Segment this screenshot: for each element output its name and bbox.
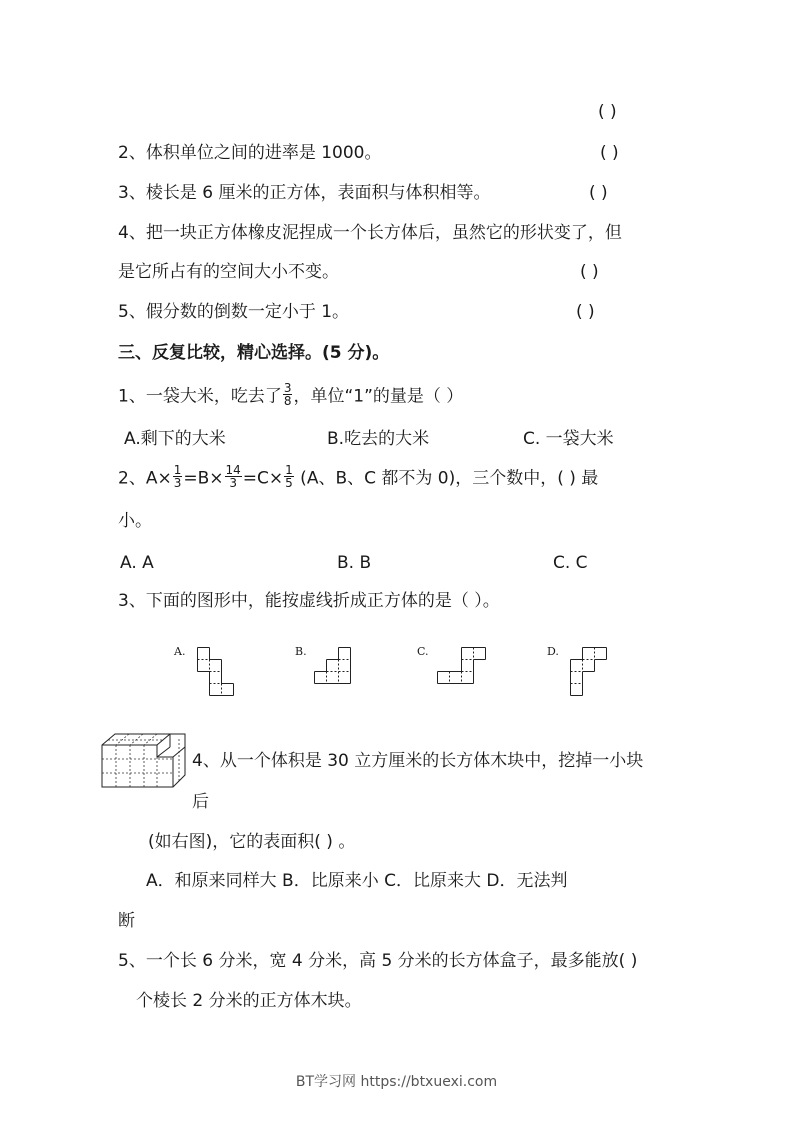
denominator: 3	[173, 476, 182, 490]
q2-text: =C×	[242, 468, 284, 489]
fraction	[284, 464, 294, 489]
question-4-line2: (如右图)，它的表面积( ) 。	[148, 832, 356, 852]
option-a[interactable]: A. A	[120, 553, 154, 573]
option-c[interactable]: C. C	[553, 553, 588, 573]
judgement-item-2: 2、体积单位之间的进率是 1000。	[118, 143, 382, 163]
net-a-label: A.	[174, 645, 186, 658]
cuboid-block-figure-icon	[101, 733, 187, 789]
numerator: 1	[173, 463, 182, 477]
denominator: 5	[285, 476, 293, 490]
judgement-item-5: 5、假分数的倒数一定小于 1。	[118, 302, 350, 322]
question-1	[118, 381, 464, 409]
denominator: 3	[229, 476, 237, 490]
judgement-item-4-line2: 是它所占有的空间大小不变。	[118, 262, 339, 282]
judgement-item-3: 3、棱长是 6 厘米的正方体，表面积与体积相等。	[118, 183, 491, 203]
footer-watermark: BT学习网 https://btxuexi.com	[295, 1074, 498, 1090]
numerator: 1	[285, 463, 293, 477]
question-2	[118, 463, 599, 491]
question-2-line2: 小。	[118, 511, 152, 531]
option-b[interactable]: B. B	[337, 553, 372, 573]
cube-net-a-icon[interactable]	[197, 647, 237, 699]
question-3: 3、下面的图形中，能按虚线折成正方体的是（ ）。	[118, 591, 500, 611]
fraction	[173, 464, 183, 489]
fraction	[283, 382, 293, 407]
section-title: 三、反复比较，精心选择。(5 分)。	[118, 343, 390, 363]
net-d-label: D.	[547, 645, 559, 658]
numerator: 14	[225, 463, 241, 477]
net-c-label: C.	[417, 645, 429, 658]
denominator: 8	[283, 394, 292, 408]
question-4-line1: 4、从一个体积是 30 立方厘米的长方体木块中，挖掉一小块	[192, 751, 644, 771]
numerator: 3	[283, 381, 292, 395]
answer-paren[interactable]: ( )	[598, 102, 617, 122]
question-4-line1-wrap: 后	[192, 792, 209, 812]
option-a[interactable]: A.剩下的大米	[124, 429, 226, 449]
option-b[interactable]: B.吃去的大米	[327, 429, 430, 449]
answer-paren[interactable]: ( )	[580, 262, 599, 282]
question-4-options[interactable]: A．和原来同样大 B．比原来小 C．比原来大 D．无法判	[146, 871, 568, 891]
answer-paren[interactable]: ( )	[589, 183, 608, 203]
question-5-line2: 个棱长 2 分米的正方体木块。	[136, 991, 362, 1011]
cube-net-b-icon[interactable]	[314, 647, 354, 687]
q2-text: =B×	[183, 468, 224, 489]
cube-net-c-icon[interactable]	[437, 647, 489, 687]
answer-paren[interactable]: ( )	[576, 302, 595, 322]
question-5-line1: 5、一个长 6 分米，宽 4 分米，高 5 分米的长方体盒子，最多能放( )	[118, 951, 638, 971]
question-1-suffix: ，单位“1”的量是（ ）	[293, 386, 464, 407]
q2-text: (A、B、C 都不为 0)，三个数中，( ) 最	[294, 468, 599, 489]
option-c[interactable]: C. 一袋大米	[523, 429, 614, 449]
q2-text: 2、A×	[118, 468, 172, 489]
net-b-label: B.	[295, 645, 307, 658]
cube-net-d-icon[interactable]	[570, 647, 610, 699]
question-1-prefix: 1、一袋大米，吃去了	[118, 386, 282, 407]
answer-paren[interactable]: ( )	[600, 143, 619, 163]
question-4-options-wrap: 断	[118, 911, 135, 931]
fraction	[225, 464, 242, 489]
judgement-item-4-line1: 4、把一块正方体橡皮泥捏成一个长方体后，虽然它的形状变了，但	[118, 223, 622, 243]
